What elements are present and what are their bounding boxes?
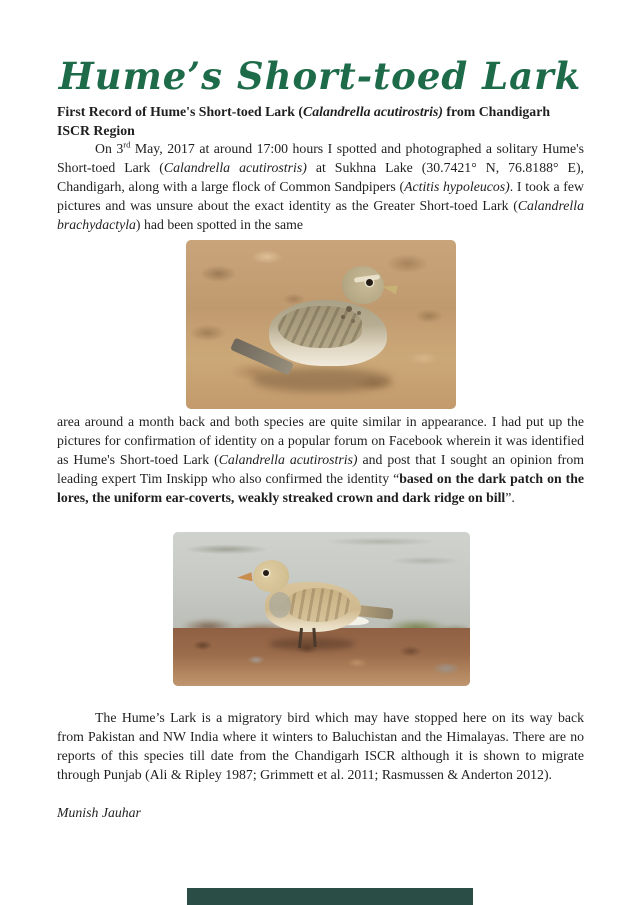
paragraph-3: The Hume’s Lark is a migratory bird which may have stopped here on its way back from Pakistan and NW India where it winters to Baluchistan and the Himalayas. There are no reports of this species till date from the Chandigarh ISCR although it is shown to migrate through Punjab (Ali & Ripley 1987; Grimmett et al. 2011; Rasmussen & Anderton 2012).: [57, 710, 584, 782]
bird-wing: [278, 306, 362, 348]
shore-ground: [173, 628, 470, 686]
bird-head: [342, 266, 384, 304]
paragraph-1: On 3rd May, 2017 at around 17:00 hours I spotted and photographed a solitary Hume's Short-toed Lark (Calandrella acutirostris) at Sukhna Lake (30.7421° N, 76.8188° E), Chandigarh, along with a large flock of Common Sandpipers (Actitis hypoleucos). I took a few pictures and was unsure about the exact identity as the Greater Short-toed Lark (Calandrella brachydactyla) had been spotted in the same: [57, 139, 584, 232]
lark-standing-at-lakeshore-photo: [173, 532, 470, 686]
bird-beak: [237, 572, 253, 583]
footer-bar: [187, 888, 473, 905]
bird-eye: [263, 570, 269, 576]
bird-head: [253, 560, 289, 592]
bird-shadow: [269, 638, 355, 650]
lark-crouched-on-sand-photo: [186, 240, 456, 409]
bird-eye: [366, 279, 373, 286]
paragraph-2: area around a month back and both species are quite similar in appearance. I had put up the pictures for confirmation of identity on a popular forum on Facebook wherein it was identified as Hume's Short-toed Lark (Calandrella acutirostris) and post that I sought an opinion from leading expert Tim Inskipp who also confirmed the identity “based on the dark patch on the lores, the uniform ear-coverts, weakly streaked crown and dark ridge on bill”.: [57, 414, 585, 505]
bird-wing: [285, 588, 351, 622]
bird-breast-streaks: [346, 306, 352, 312]
bird-shadow: [252, 368, 392, 392]
article-heading: First Record of Hume's Short-toed Lark (Calandrella acutirostris) from Chandigarh ISCR Region: [57, 104, 551, 138]
bird-breast-shade: [269, 592, 291, 618]
bird-beak: [381, 283, 398, 295]
author-byline: Munish Jauhar: [57, 805, 141, 820]
page-title: Hume’s Short-toed Lark: [58, 54, 582, 98]
